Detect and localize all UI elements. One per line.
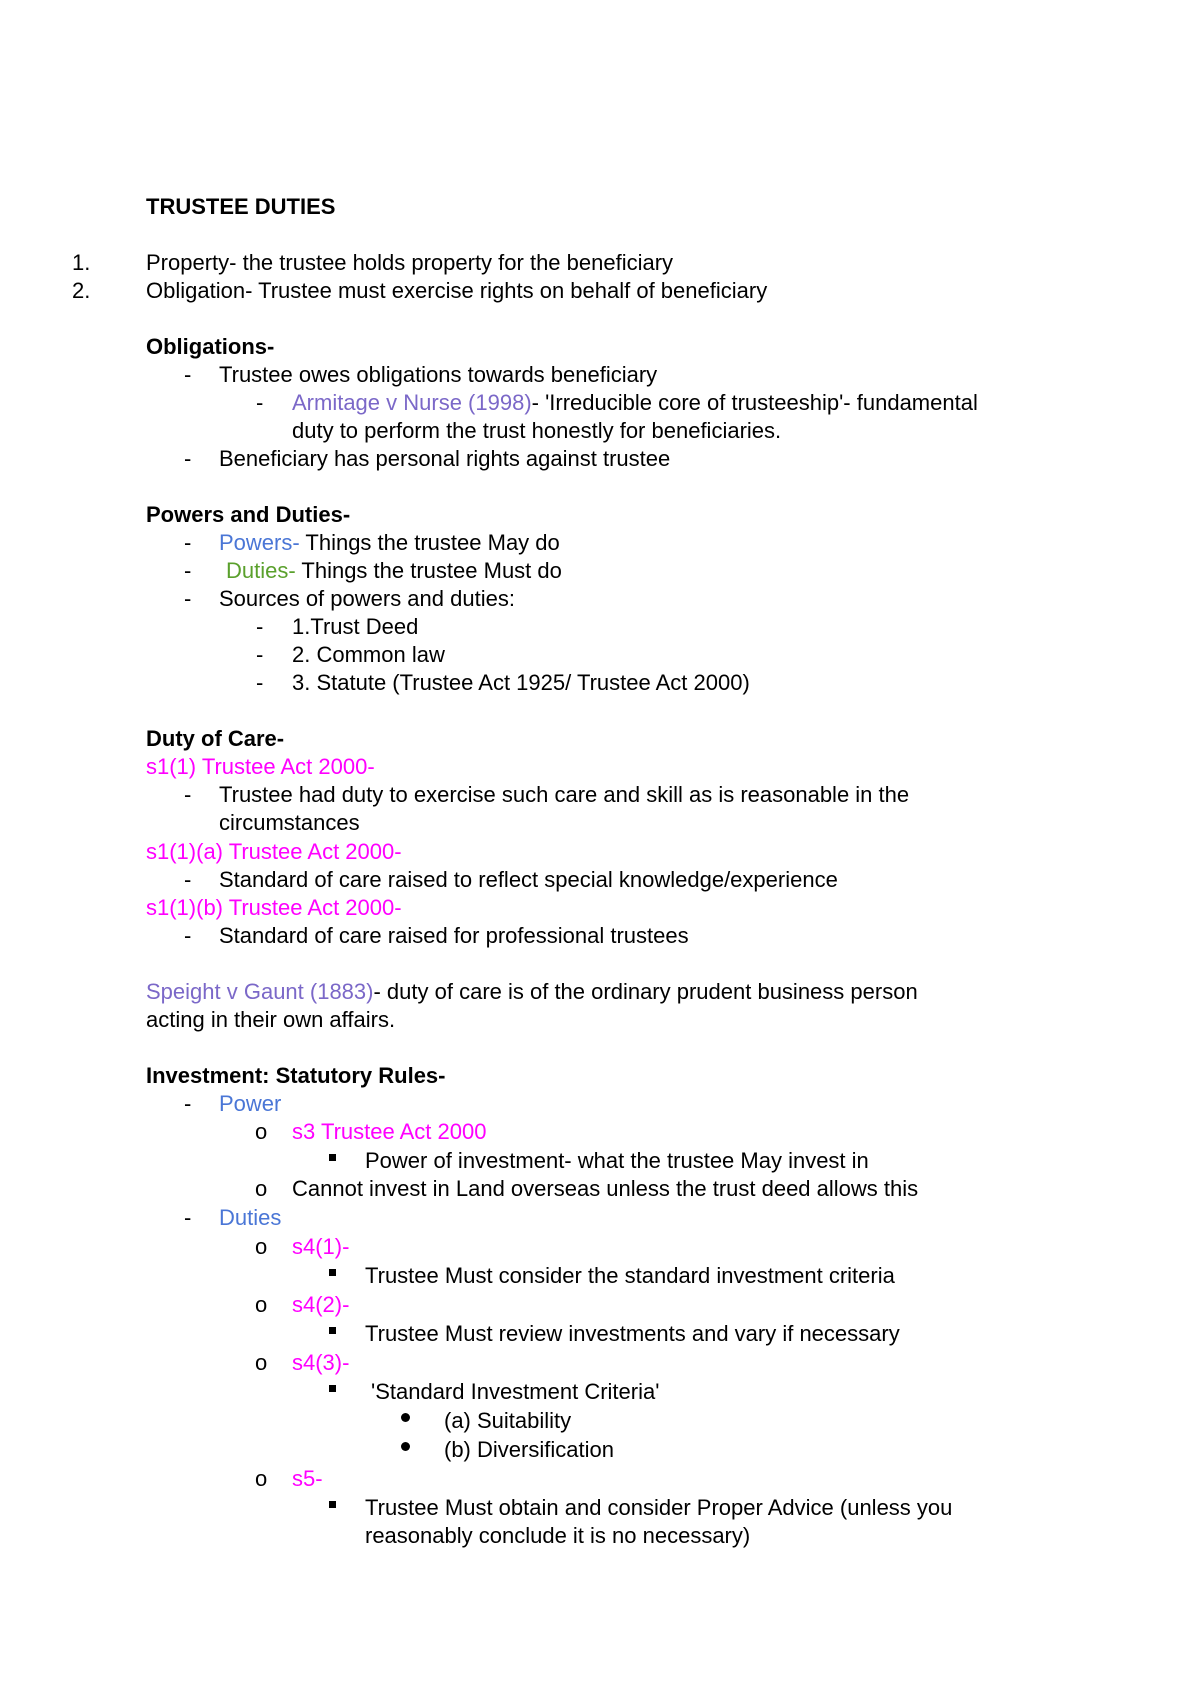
dash-bullet: - bbox=[184, 782, 192, 807]
page-title: TRUSTEE DUTIES bbox=[146, 194, 336, 219]
square-bullet bbox=[329, 1501, 336, 1508]
round-bullet bbox=[401, 1413, 410, 1422]
square-bullet bbox=[329, 1269, 336, 1276]
dash-bullet: - bbox=[184, 867, 192, 892]
case-citation bbox=[146, 978, 918, 1006]
statute-ref: s5- bbox=[292, 1466, 323, 1491]
dash-bullet: - bbox=[184, 446, 192, 471]
square-bullet bbox=[329, 1327, 336, 1334]
investment-power-label: Power bbox=[219, 1091, 282, 1116]
list-item: (b) Diversification bbox=[444, 1437, 614, 1462]
statute-ref: s3 Trustee Act 2000 bbox=[292, 1119, 487, 1144]
list-item: Standard of care raised for professional trustees bbox=[219, 923, 689, 948]
section-heading-powers-duties: Powers and Duties- bbox=[146, 502, 351, 527]
powers-text: Things the trustee May do bbox=[299, 530, 560, 555]
list-item: 1.Trust Deed bbox=[292, 614, 419, 639]
list-item: Trustee Must review investments and vary if necessary bbox=[365, 1321, 900, 1346]
list-item: 3. Statute (Trustee Act 1925/ Trustee Act 2000) bbox=[292, 670, 750, 695]
round-bullet bbox=[401, 1442, 410, 1451]
circle-bullet: o bbox=[255, 1466, 268, 1491]
dash-bullet: - bbox=[184, 1091, 192, 1116]
dash-bullet: - bbox=[256, 670, 264, 695]
statute-ref: s1(1) Trustee Act 2000- bbox=[146, 754, 375, 779]
dash-bullet: - bbox=[184, 530, 192, 555]
dash-bullet: - bbox=[184, 586, 192, 611]
duties-text: Things the trustee Must do bbox=[295, 558, 562, 583]
case-text: - duty of care is of the ordinary prudent business person bbox=[373, 979, 918, 1004]
case-name: Armitage v Nurse (1998) bbox=[292, 390, 532, 415]
statute-ref: s4(1)- bbox=[292, 1234, 350, 1259]
statute-ref: s4(3)- bbox=[292, 1350, 350, 1375]
duties-label: Duties- bbox=[226, 558, 296, 583]
circle-bullet: o bbox=[255, 1176, 268, 1201]
dash-bullet: - bbox=[184, 1205, 192, 1230]
list-item bbox=[226, 557, 562, 585]
list-item: Trustee had duty to exercise such care and skill as is reasonable in the bbox=[219, 782, 910, 807]
dash-bullet: - bbox=[256, 642, 264, 667]
list-item: Beneficiary has personal rights against trustee bbox=[219, 446, 671, 471]
case-name: Speight v Gaunt (1883) bbox=[146, 979, 374, 1004]
case-text-continued: duty to perform the trust honestly for beneficiaries. bbox=[292, 418, 782, 443]
list-item: Trustee Must consider the standard investment criteria bbox=[365, 1263, 895, 1288]
circle-bullet: o bbox=[255, 1234, 268, 1259]
circle-bullet: o bbox=[255, 1350, 268, 1375]
list-item: Power of investment- what the trustee May invest in bbox=[365, 1148, 869, 1173]
dash-bullet: - bbox=[256, 614, 264, 639]
square-bullet bbox=[329, 1385, 336, 1392]
statute-ref: s4(2)- bbox=[292, 1292, 350, 1317]
list-number: 1. bbox=[72, 250, 91, 275]
list-item: (a) Suitability bbox=[444, 1408, 572, 1433]
list-item: Standard of care raised to reflect special knowledge/experience bbox=[219, 867, 838, 892]
list-item: Property- the trustee holds property for the beneficiary bbox=[146, 250, 674, 275]
case-text: - 'Irreducible core of trusteeship'- fundamental bbox=[531, 390, 978, 415]
list-item: 2. Common law bbox=[292, 642, 445, 667]
circle-bullet: o bbox=[255, 1119, 268, 1144]
statute-ref: s1(1)(a) Trustee Act 2000- bbox=[146, 839, 402, 864]
list-item: Trustee owes obligations towards beneficiary bbox=[219, 362, 658, 387]
section-heading-obligations: Obligations- bbox=[146, 334, 275, 359]
section-heading-duty-of-care: Duty of Care- bbox=[146, 726, 285, 751]
list-item: 'Standard Investment Criteria' bbox=[371, 1379, 660, 1404]
list-item: Cannot invest in Land overseas unless the trust deed allows this bbox=[292, 1176, 919, 1201]
dash-bullet: - bbox=[184, 362, 192, 387]
list-item: Obligation- Trustee must exercise rights on behalf of beneficiary bbox=[146, 278, 768, 303]
dash-bullet: - bbox=[184, 558, 192, 583]
list-item-continued: reasonably conclude it is no necessary) bbox=[365, 1523, 751, 1548]
circle-bullet: o bbox=[255, 1292, 268, 1317]
dash-bullet: - bbox=[256, 390, 264, 415]
statute-ref: s1(1)(b) Trustee Act 2000- bbox=[146, 895, 402, 920]
list-item-continued: circumstances bbox=[219, 810, 360, 835]
list-item: Trustee Must obtain and consider Proper Advice (unless you bbox=[365, 1495, 953, 1520]
case-text-continued: acting in their own affairs. bbox=[146, 1007, 396, 1032]
investment-duties-label: Duties bbox=[219, 1205, 282, 1230]
list-item bbox=[219, 529, 560, 557]
section-heading-investment: Investment: Statutory Rules- bbox=[146, 1063, 446, 1088]
square-bullet bbox=[329, 1154, 336, 1161]
list-item: Sources of powers and duties: bbox=[219, 586, 515, 611]
dash-bullet: - bbox=[184, 923, 192, 948]
case-citation bbox=[292, 389, 978, 417]
list-number: 2. bbox=[72, 278, 91, 303]
powers-label: Powers- bbox=[219, 530, 300, 555]
